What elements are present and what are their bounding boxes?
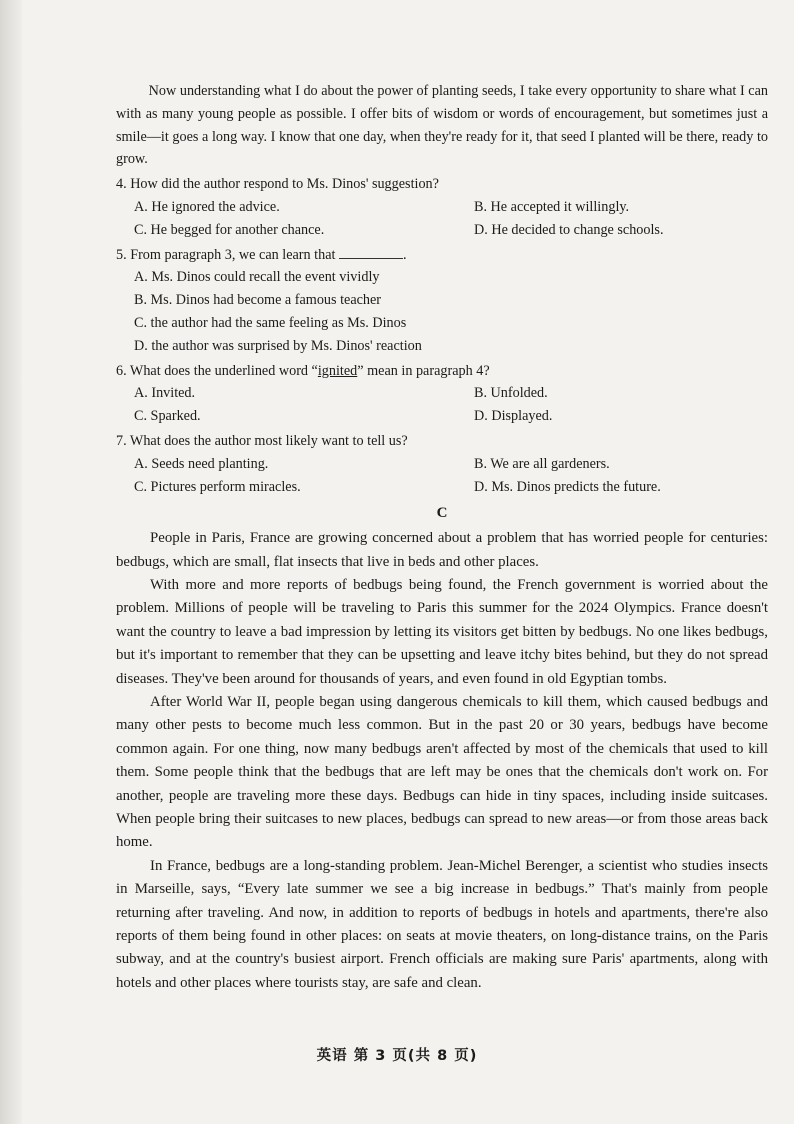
options-grid: [116, 196, 768, 242]
option-d: D. He decided to change schools.: [474, 221, 664, 238]
passage-c: [116, 527, 768, 995]
passage-paragraph: People in Paris, France are growing concerned about a problem that has worried people for centuries: bedbugs, which are small, flat insects that live in beds and other places.: [116, 530, 768, 570]
option-b: B. We are all gardeners.: [474, 455, 610, 472]
option-a: A. He ignored the advice.: [134, 198, 280, 215]
option-b: B. He accepted it willingly.: [474, 198, 630, 215]
option-c: C. the author had the same feeling as Ms. Dinos: [134, 314, 407, 331]
option-c: C. He begged for another chance.: [134, 221, 325, 238]
option-d: D. Ms. Dinos predicts the future.: [474, 478, 661, 495]
question-4: [116, 173, 768, 241]
question-stem: [116, 244, 768, 267]
intro-paragraph: Now understanding what I do about the power of planting seeds, I take every opportunity to share what I can with as many young people as possible. I offer bits of wisdom or words of encouragement, but sometimes just a smile—it goes a long way. I know that one day, when they're ready for it, that seed I planted will be there, ready to grow.: [116, 83, 768, 168]
question-7: [116, 430, 768, 498]
option-c: C. Pictures perform miracles.: [134, 478, 301, 495]
stem-end: .: [402, 246, 407, 263]
question-6: [116, 360, 768, 428]
question-stem: [116, 360, 768, 383]
exam-page: [116, 80, 768, 995]
page-footer: 英语 第 3 页(共 8 页): [316, 1048, 478, 1064]
section-heading: C: [436, 505, 448, 522]
answer-blank: [339, 244, 403, 259]
stem-text: 6. What does the underlined word “: [116, 362, 318, 379]
underlined-word: ignited: [317, 362, 358, 379]
scan-shadow-edge: [0, 0, 22, 1124]
options-grid: [116, 382, 768, 428]
option-a: A. Ms. Dinos could recall the event vividly: [134, 269, 380, 286]
stem-text: 5. From paragraph 3, we can learn that: [116, 246, 336, 263]
option-a: A. Seeds need planting.: [134, 455, 269, 472]
question-stem: 7. What does the author most likely want to tell us?: [116, 432, 408, 449]
option-a: A. Invited.: [134, 385, 196, 402]
option-b: B. Unfolded.: [474, 385, 548, 402]
passage-paragraph: In France, bedbugs are a long-standing problem. Jean-Michel Berenger, a scientist who studies insects in Marseille, says, “Every late summer we see a big increase in bedbugs.” That's mainly from people returning after traveling. And now, in addition to reports of bedbugs in hotels and apartments, there're also reports of them being found in other places: on seats at movie theaters, on long-distance trains, on the Paris subway, and at the country's busiest airport. French officials are making sure Paris' apartments, along with hotels and other places where tourists stay, are safe and clean.: [116, 857, 768, 991]
option-d: D. Displayed.: [474, 408, 553, 425]
passage-paragraph: After World War II, people began using dangerous chemicals to kill them, which caused bedbugs and many other pests to become much less common. But in the past 20 or 30 years, bedbugs have become common again. For one thing, now many bedbugs aren't affected by most of the chemicals that used to kill them. Some people think that the bedbugs that are left may be ones that the chemicals don't work on. For another, people are traveling more these days. Bedbugs can hide in tiny spaces, including inside suitcases. When people bring their suitcases to new places, bedbugs can spread to new areas—or from those areas back home.: [116, 693, 768, 851]
options-grid: [116, 453, 768, 499]
question-stem: 4. How did the author respond to Ms. Dinos' suggestion?: [116, 176, 439, 193]
option-c: C. Sparked.: [134, 408, 201, 425]
stem-end: ” mean in paragraph 4?: [357, 362, 490, 379]
option-d: D. the author was surprised by Ms. Dinos' reaction: [134, 337, 422, 354]
option-b: B. Ms. Dinos had become a famous teacher: [134, 292, 382, 309]
question-5: [116, 244, 768, 358]
options-list: [116, 266, 768, 357]
passage-paragraph: With more and more reports of bedbugs being found, the French government is worried about the problem. Millions of people will be traveling to Paris this summer for the 2024 Olympics. France doesn't want the country to leave a bad impression by letting its visitors get bitten by bedbugs. No one likes bedbugs, but it's important to remember that they can be upsetting and leave itchy bites behind, but they do not spread diseases. They've been around for thousands of years, and even found in old Egyptian tombs.: [116, 576, 768, 687]
